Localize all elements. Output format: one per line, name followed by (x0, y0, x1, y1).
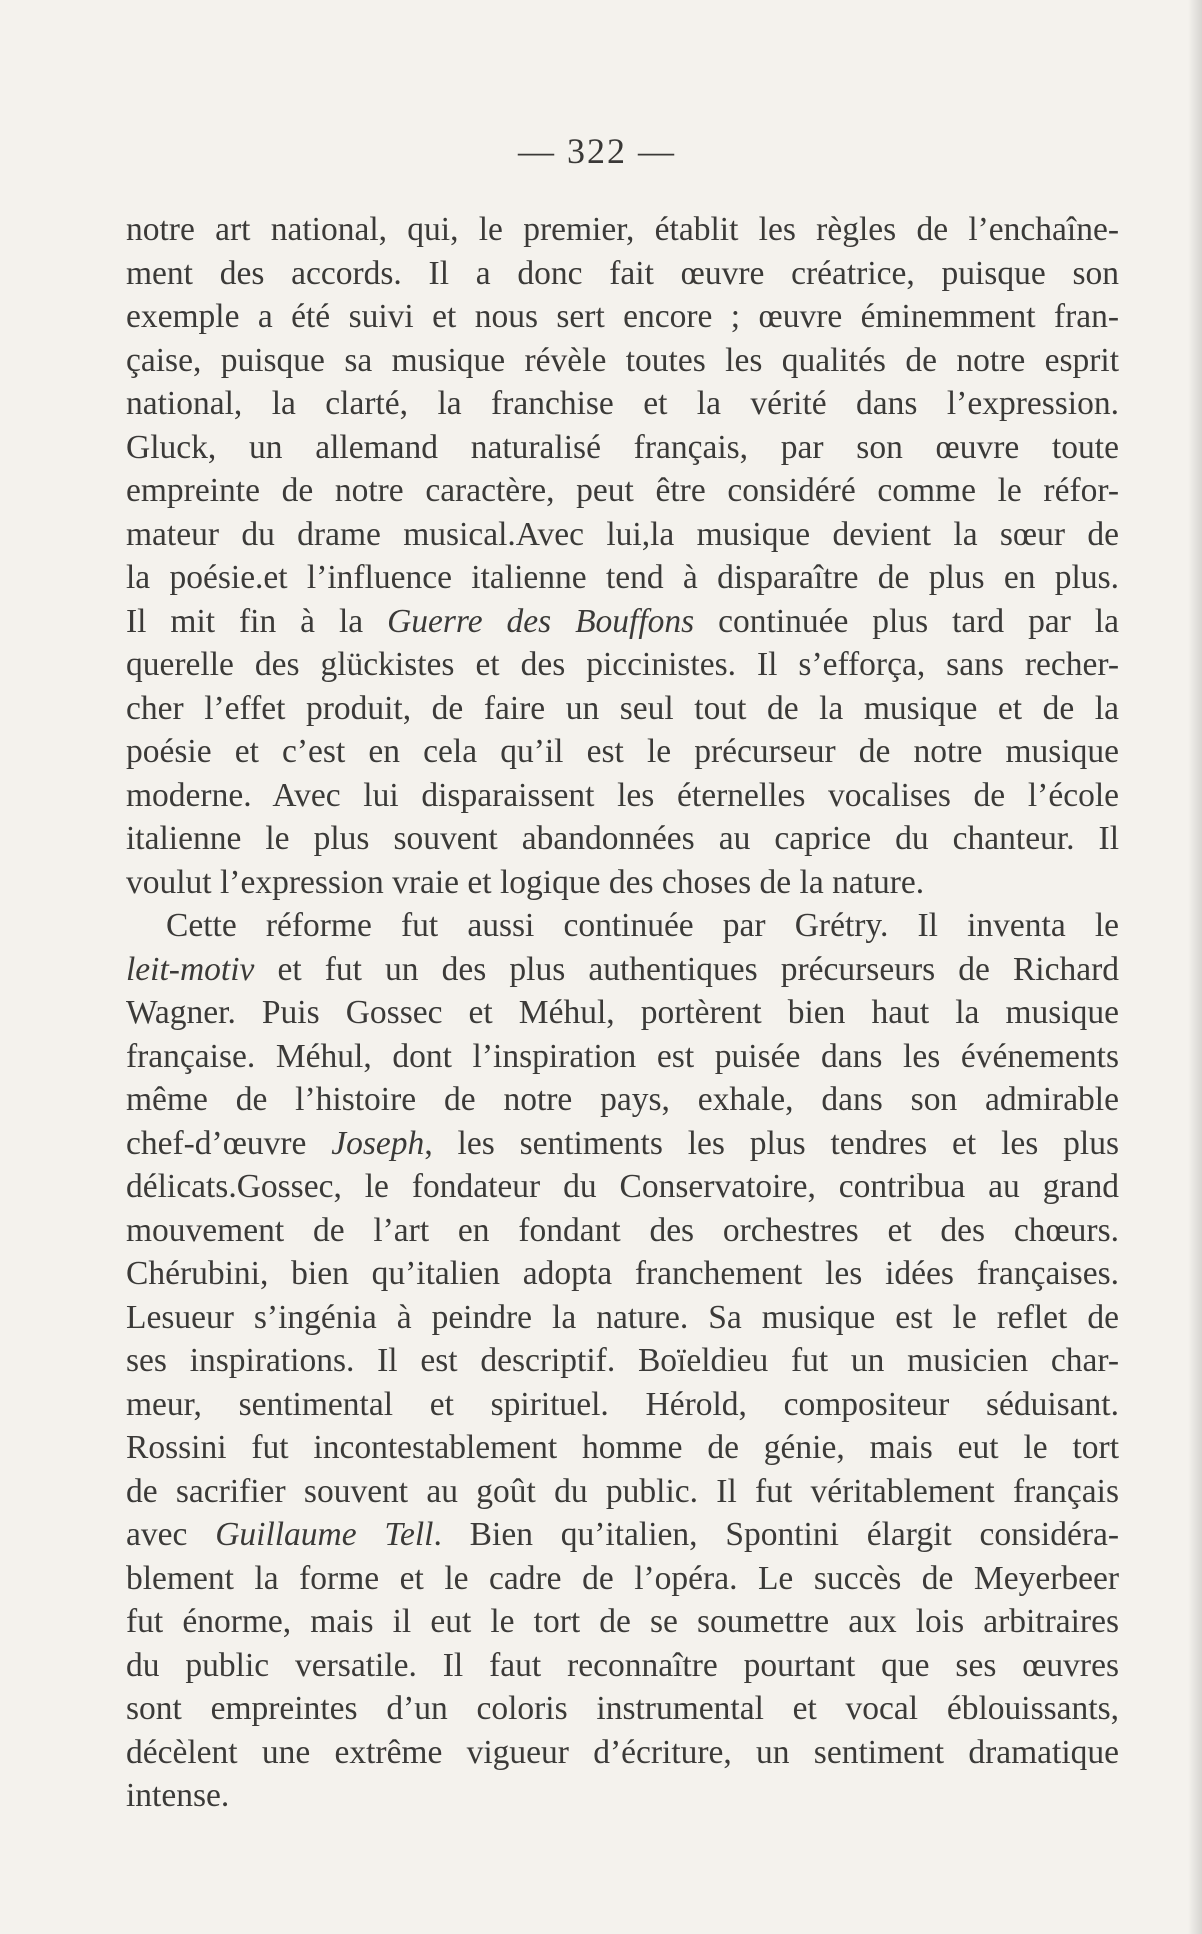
text-line (126, 1122, 1119, 1166)
text-line: national, la clarté, la franchise et la vérité dans l’expression. (126, 385, 1119, 422)
text-line: la poésie.et l’influence italienne tend à disparaître de plus en plus. (126, 559, 1119, 596)
text-line: cher l’effet produit, de faire un seul tout de la musique et de la (126, 689, 1119, 727)
text-line: sont empreintes d’un coloris instrumental et vocal éblouissants, (126, 1690, 1119, 1727)
italic-title: Guillaume Tell (215, 1516, 434, 1553)
text-line: moderne. Avec lui disparaissent les éternelles vocalises de l’école (126, 776, 1119, 814)
text-segment: chef-d’œuvre (126, 1124, 332, 1162)
text-line (126, 948, 1119, 992)
text-line: ment des accords. Il a donc fait œuvre créatrice, puisque son (126, 254, 1119, 292)
text-segment: , les sentiments les plus tendres et les plus (424, 1124, 1119, 1162)
text-line: poésie et c’est en cela qu’il est le précurseur de notre musique (126, 733, 1119, 770)
text-line: même de l’histoire de notre pays, exhale, dans son admirable (126, 1081, 1119, 1118)
text-line: mouvement de l’art en fondant des orchestres et des chœurs. (126, 1211, 1119, 1249)
text-line: de sacrifier souvent au goût du public. Il fut véritablement français (126, 1472, 1119, 1510)
text-line: française. Méhul, dont l’inspiration est puisée dans les événements (126, 1037, 1119, 1075)
text-segment: avec (126, 1516, 216, 1553)
text-line: çaise, puisque sa musique révèle toutes les qualités de notre esprit (126, 341, 1119, 379)
text-segment: . Bien qu’italien, Spontini élargit considéra- (433, 1516, 1120, 1553)
text-line: voulut l’expression vraie et logique des choses de la nature. (126, 863, 925, 901)
body-text (126, 208, 1119, 1818)
text-segment: et fut un des plus authentiques précurseurs de Richard (254, 950, 1119, 988)
italic-title: Joseph (331, 1124, 425, 1162)
text-line (126, 600, 1119, 644)
text-line: blement la forme et le cadre de l’opéra. Le succès de Meyerbeer (126, 1559, 1119, 1597)
italic-title: Guerre des Bouffons (387, 602, 695, 640)
italic-term: leit-motiv (126, 950, 255, 988)
text-line: Wagner. Puis Gossec et Méhul, portèrent bien haut la musique (126, 994, 1119, 1031)
text-line: empreinte de notre caractère, peut être considéré comme le réfor- (126, 472, 1119, 509)
text-line: exemple a été suivi et nous sert encore ; œuvre éminemment fran- (126, 298, 1119, 335)
text-line: meur, sentimental et spirituel. Hérold, compositeur séduisant. (126, 1385, 1119, 1423)
text-line: Rossini fut incontestablement homme de génie, mais eut le tort (126, 1429, 1119, 1466)
text-line: querelle des glückistes et des piccinistes. Il s’efforça, sans recher- (126, 646, 1119, 683)
text-line: Lesueur s’ingénia à peindre la nature. Sa musique est le reflet de (126, 1298, 1119, 1336)
text-line: notre art national, qui, le premier, établit les règles de l’enchaîne- (126, 211, 1119, 248)
text-line: mateur du drame musical.Avec lui,la musique devient la sœur de (126, 515, 1119, 553)
text-segment: continuée plus tard par la (694, 602, 1119, 640)
text-line: ses inspirations. Il est descriptif. Boïeldieu fut un musicien char- (126, 1342, 1119, 1379)
text-line: Chérubini, bien qu’italien adopta franchement les idées françaises. (126, 1255, 1119, 1292)
text-line: décèlent une extrême vigueur d’écriture, un sentiment dramatique (126, 1733, 1119, 1771)
text-line (126, 1513, 1119, 1557)
text-line: intense. (126, 1777, 230, 1814)
text-line: Gluck, un allemand naturalisé français, par son œuvre toute (126, 428, 1119, 466)
page-number: — 322 — (518, 131, 676, 171)
text-segment: Il mit fin à la (126, 602, 388, 640)
text-line: Cette réforme fut aussi continuée par Grétry. Il inventa le (166, 907, 1119, 944)
text-line: italienne le plus souvent abandonnées au caprice du chanteur. Il (126, 820, 1119, 857)
text-line: du public versatile. Il faut reconnaître pourtant que ses œuvres (126, 1646, 1119, 1684)
page-edge-shadow (1188, 0, 1202, 1934)
text-line: délicats.Gossec, le fondateur du Conservatoire, contribua au grand (126, 1168, 1119, 1205)
text-line: fut énorme, mais il eut le tort de se soumettre aux lois arbitraires (126, 1603, 1119, 1640)
